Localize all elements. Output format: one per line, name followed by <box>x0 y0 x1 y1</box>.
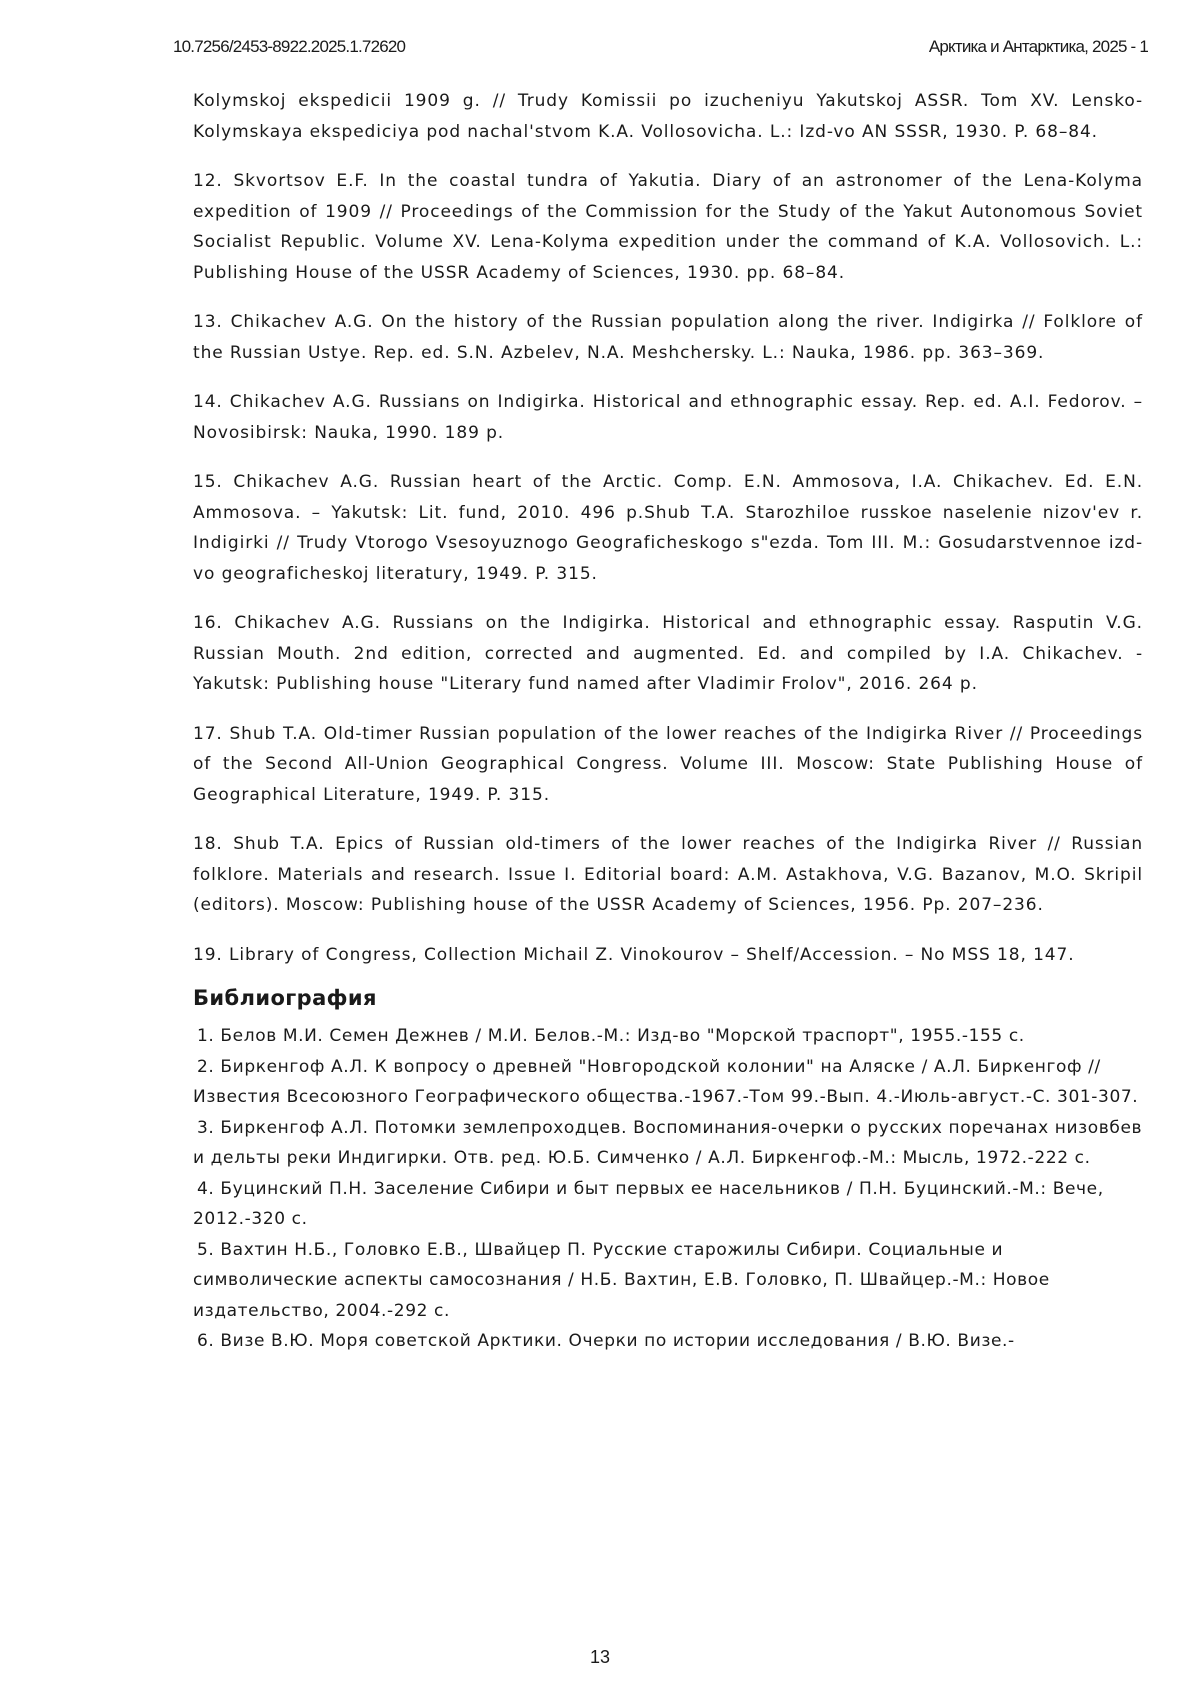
bibliography-item-2: 2. Биркенгоф А.Л. К вопросу о древней "Новгородской колонии" на Аляске / А.Л. Биркенгоф // Известия Всесоюзного Географического общества.-1967.-Том 99.-Вып. 4.-Июль-август.-С. 301-307. <box>193 1056 1139 1107</box>
header-doi: 10.7256/2453-8922.2025.1.72620 <box>173 37 406 56</box>
header-journal-title: Арктика и Антарктика, 2025 - 1 <box>928 37 1148 56</box>
reference-19: 19. Library of Congress, Collection Michail Z. Vinokourov – Shelf/Accession. – No MSS 18, 147. <box>193 944 1075 965</box>
bibliography-heading: Библиография <box>193 986 377 1010</box>
reference-12: 12. Skvortsov E.F. In the coastal tundra of Yakutia. Diary of an astronomer of the Lena-Kolyma expedition of 1909 // Proceedings of the Commission for the Study of the Yakut Autonomous Soviet Socialist Republic. Volume XV. Lena-Kolyma expedition under the command of K.A. Vollosovich. L.: Publishing House of the USSR Academy of Sciences, 1930. pp. 68–84. <box>193 171 1143 283</box>
reference-14: 14. Chikachev A.G. Russians on Indigirka. Historical and ethnographic essay. Rep. ed. A.I. Fedorov. – Novosibirsk: Nauka, 1990. 189 p. <box>193 392 1143 443</box>
reference-13: 13. Chikachev A.G. On the history of the Russian population along the river. Indigirka // Folklore of the Russian Ustye. Rep. ed. S.N. Azbelev, N.A. Meshchersky. L.: Nauka, 1986. pp. 363–369. <box>193 312 1143 363</box>
reference-continued: Kolymskoj ekspedicii 1909 g. // Trudy Komissii po izucheniyu Yakutskoj ASSR. Tom XV. Lensko-Kolymskaya ekspediciya pod nachal'stvom K.A. Vollosovicha. L.: Izd-vo AN SSSR, 1930. P. 68–84. <box>193 91 1143 142</box>
reference-18: 18. Shub T.A. Epics of Russian old-timers of the lower reaches of the Indigirka River // Russian folklore. Materials and research. Issue I. Editorial board: A.M. Astakhova, V.G. Bazanov, M.O. Skripil (editors). Moscow: Publishing house of the USSR Academy of Sciences, 1956. Pp. 207–236. <box>193 834 1143 915</box>
reference-16: 16. Chikachev A.G. Russians on the Indigirka. Historical and ethnographic essay. Rasputin V.G. Russian Mouth. 2nd edition, corrected and augmented. Ed. and compiled by I.A. Chikachev. - Yakutsk: Publishing house "Literary fund named after Vladimir Frolov", 2016. 264 p. <box>193 613 1143 694</box>
page-content <box>193 86 1143 1357</box>
bibliography-item-4: 4. Буцинский П.Н. Заселение Сибири и быт первых ее насельников / П.Н. Буцинский.-М.: Вече, 2012.-320 с. <box>193 1178 1104 1229</box>
page-header <box>173 37 1148 61</box>
bibliography-item-5: 5. Вахтин Н.Б., Головко Е.В., Швайцер П. Русские старожилы Сибири. Социальные и символические аспекты самосознания / Н.Б. Вахтин, Е.В. Головко, П. Швайцер.-М.: Новое издательство, 2004.-292 с. <box>193 1239 1050 1321</box>
bibliography-item-1: 1. Белов М.И. Семен Дежнев / М.И. Белов.-М.: Изд-во "Морской траспорт", 1955.-155 с. <box>197 1026 1025 1046</box>
bibliography-item-3: 3. Биркенгоф А.Л. Потомки землепроходцев. Воспоминания-очерки о русских поречанах низовбев и дельты реки Индигирки. Отв. ред. Ю.Б. Симченко / А.Л. Биркенгоф.-М.: Мысль, 1972.-222 с. <box>193 1117 1143 1168</box>
page-number: 13 <box>589 1647 611 1667</box>
bibliography-item-6: 6. Визе В.Ю. Моря советской Арктики. Очерки по истории исследования / В.Ю. Визе.- <box>197 1331 1015 1351</box>
reference-15: 15. Chikachev A.G. Russian heart of the Arctic. Comp. E.N. Ammosova, I.A. Chikachev. Ed. E.N. Ammosova. – Yakutsk: Lit. fund, 2010. 496 p.Shub T.A. Starozhiloe russkoe naselenie nizov'ev r. Indigirki // Trudy Vtorogo Vsesoyuznogo Geograficheskogo s"ezda. Tom III. M.: Gosudarstvennoe izd-vo geograficheskoj literatury, 1949. P. 315. <box>193 472 1143 584</box>
bibliography-list <box>193 1021 1143 1357</box>
reference-17: 17. Shub T.A. Old-timer Russian population of the lower reaches of the Indigirka River // Proceedings of the Second All-Union Geographical Congress. Volume III. Moscow: State Publishing House of Geographical Literature, 1949. P. 315. <box>193 723 1143 805</box>
